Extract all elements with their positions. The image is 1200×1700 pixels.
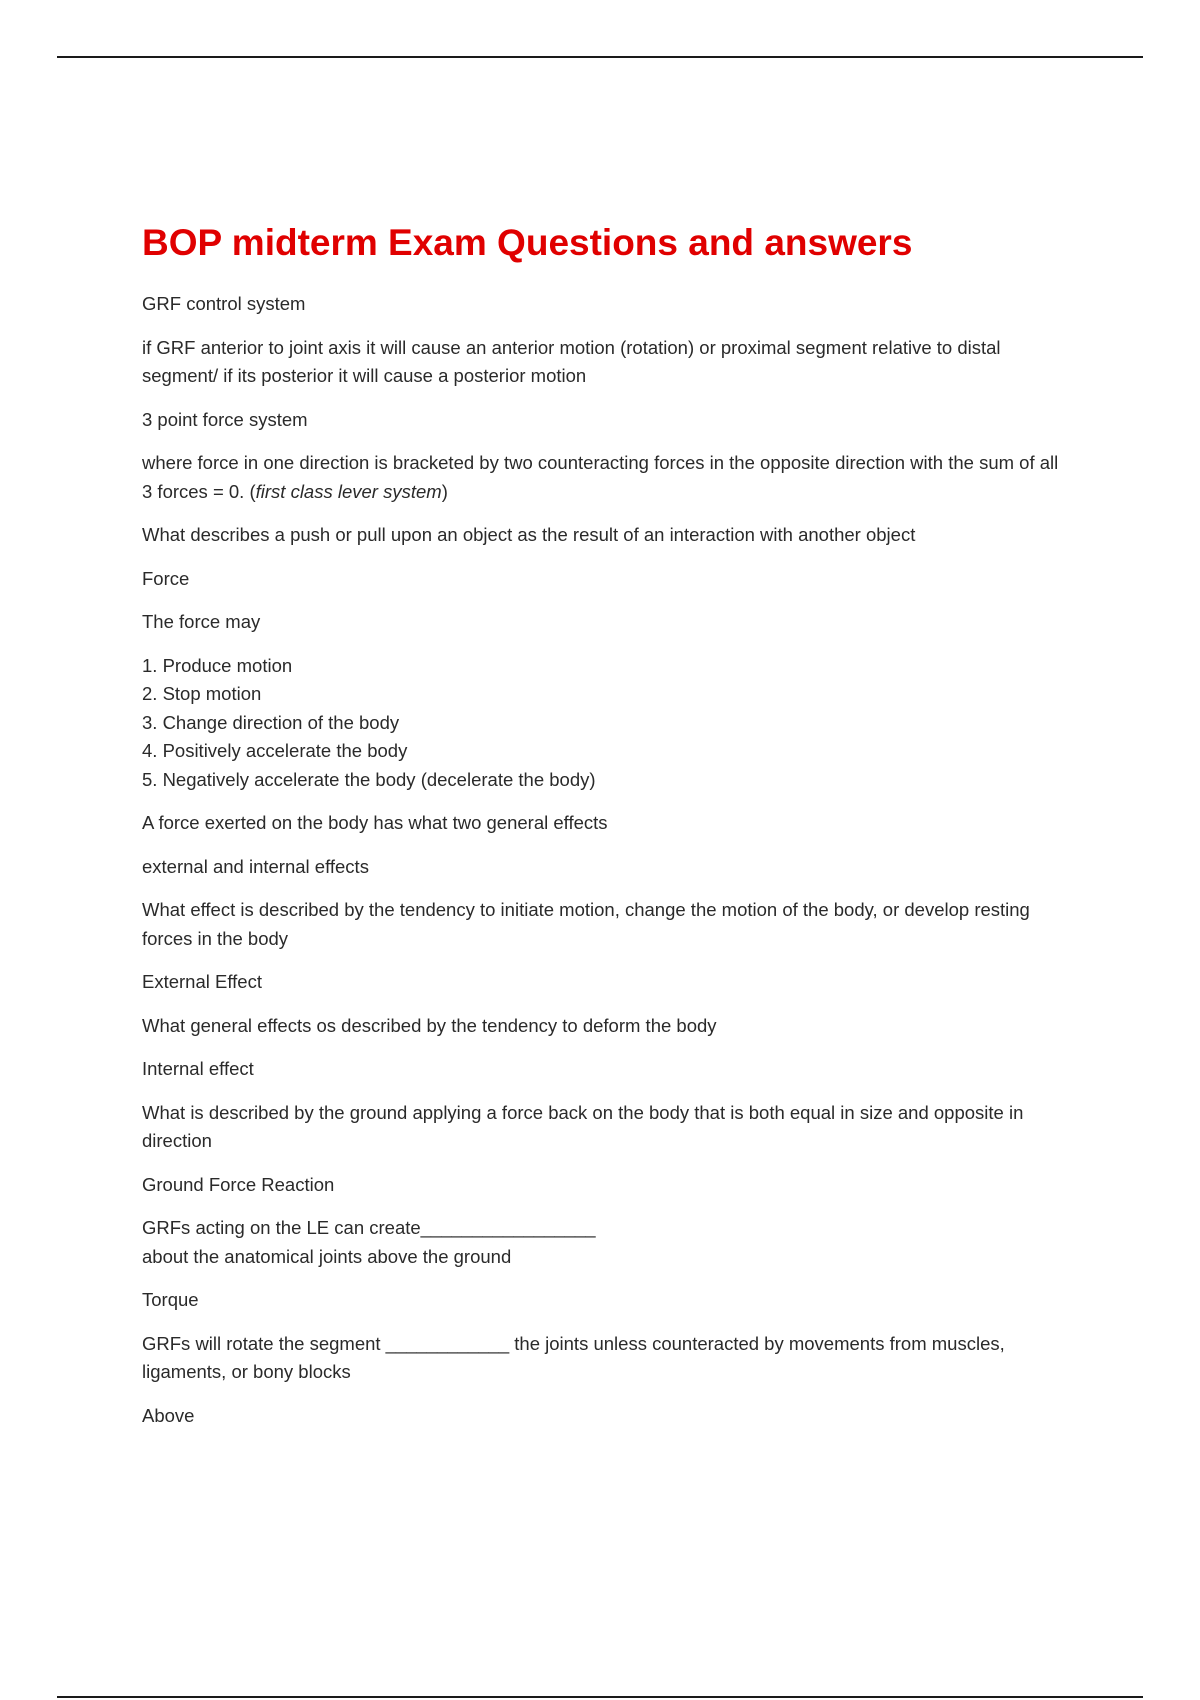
question-text: What is described by the ground applying a force back on the body that is both equal in size and opposite in direction bbox=[142, 1101, 1024, 1151]
question-text: 3 point force system bbox=[142, 408, 308, 430]
answer-italic: first class lever system bbox=[255, 480, 442, 502]
bottom-rule bbox=[57, 1696, 1143, 1698]
top-rule bbox=[57, 56, 1143, 58]
answer-text: Above bbox=[142, 1404, 195, 1426]
question-text: What effect is described by the tendency to initiate motion, change the motion of the body, or develop resting forces in the body bbox=[142, 899, 1030, 949]
list-item: 5. Negatively accelerate the body (decelerate the body) bbox=[142, 768, 596, 790]
list-item: 4. Positively accelerate the body bbox=[142, 740, 408, 761]
answer-text: Internal effect bbox=[142, 1058, 254, 1079]
answer-text: Torque bbox=[142, 1289, 199, 1310]
list-item: 2. Stop motion bbox=[142, 683, 262, 704]
question-text: The force may bbox=[142, 611, 261, 632]
document-body bbox=[142, 218, 1072, 1445]
question-text bbox=[142, 1214, 1072, 1271]
answer-text: external and internal effects bbox=[142, 855, 369, 877]
question-text: What describes a push or pull upon an object as the result of an interaction with another object bbox=[142, 524, 916, 545]
answer-text: External Effect bbox=[142, 971, 262, 992]
question-text: GRFs will rotate the segment ____________ the joints unless counteracted by movements from muscles, ligaments, or bony blocks bbox=[142, 1332, 1005, 1382]
question-text: GRF control system bbox=[142, 293, 306, 314]
answer-text bbox=[142, 449, 1072, 506]
question-text: A force exerted on the body has what two general effects bbox=[142, 812, 608, 833]
document-title: BOP midterm Exam Questions and answers bbox=[142, 222, 913, 263]
list-item: 3. Change direction of the body bbox=[142, 711, 400, 733]
question-line-2: about the anatomical joints above the ground bbox=[142, 1245, 512, 1267]
list-item: 1. Produce motion bbox=[142, 654, 293, 676]
answer-main: where force in one direction is bracketed by two counteracting forces in the opposite direction with the sum of all 3 forces = 0. ( bbox=[142, 452, 1059, 502]
answer-text: Force bbox=[142, 567, 190, 589]
answer-end: ) bbox=[441, 480, 448, 502]
answer-text: Ground Force Reaction bbox=[142, 1173, 335, 1195]
answer-text: if GRF anterior to joint axis it will cause an anterior motion (rotation) or proximal segment relative to distal segment/ if its posterior it will cause a posterior motion bbox=[142, 336, 1001, 386]
question-line-1: GRFs acting on the LE can create_________________ bbox=[142, 1217, 596, 1238]
question-text: What general effects os described by the tendency to deform the body bbox=[142, 1014, 717, 1036]
effects-list bbox=[142, 652, 1072, 795]
